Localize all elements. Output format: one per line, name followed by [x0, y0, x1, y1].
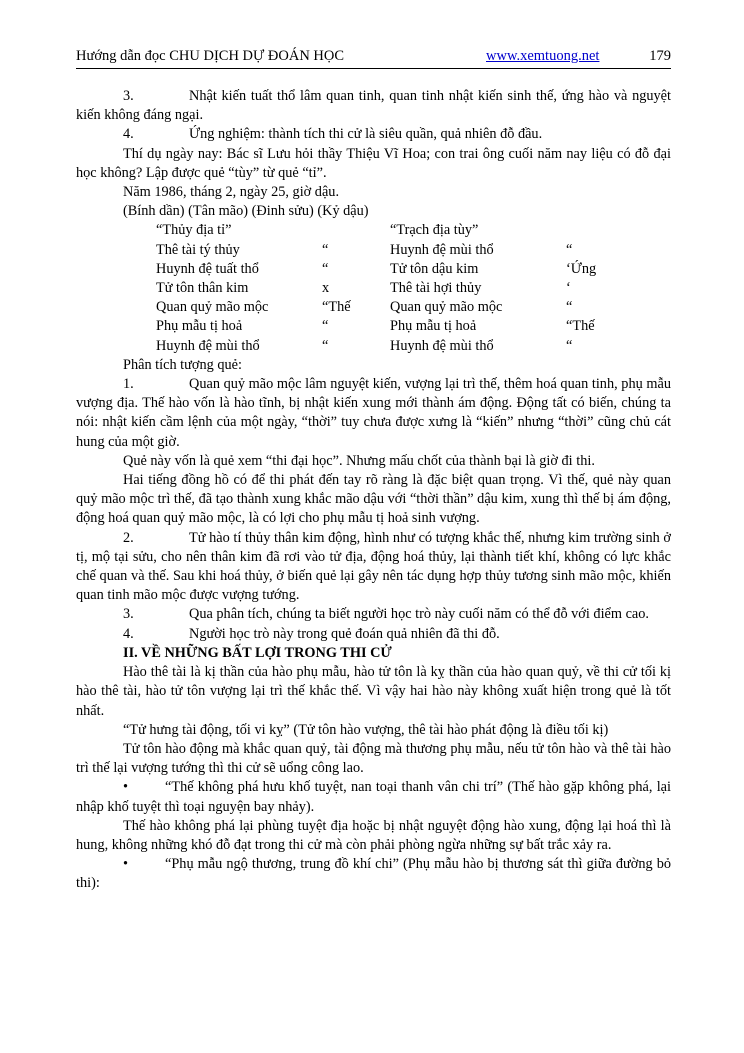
table-row	[156, 221, 626, 240]
page-header	[76, 44, 671, 69]
paragraph: Thế hào không phá lại phùng tuyệt địa hoặc bị nhật nguyệt động hào xung, động lại hoá thì là hung, không những khó đỗ đạt trong thi cử mà còn phải phòng ngừa những sự bất trắc xảy ra.	[76, 817, 671, 853]
paragraph: “Tử hưng tài động, tối vi kỵ” (Tử tôn hào vượng, thê tài hào phát động là điều tối kị)	[123, 721, 609, 738]
table-row: Huynh đệ mùi thổ “ Huynh đệ mùi thổ “	[156, 337, 573, 354]
list-item: 4. Người học trò này trong quẻ đoán quả nhiên đã thi đỗ.	[123, 625, 500, 642]
paragraph: Hào thê tài là kị thần của hào phụ mẫu, hào tử tôn là kỵ thần của hào quan quỷ, về thi cử tối kị hào thê tài, hào tử tôn vượng lại trì thế khắc thế. Vì vậy hai hào này không xuất hiện trong quẻ là tốt nhất.	[76, 664, 671, 719]
list-item: 2. Tử hào tí thủy thân kim động, hình như có tượng khắc thế, nhưng kim trường sinh ở tị, mộ tại sửu, cho nên thân kim đã rơi vào tử địa, động hoá thủy, lại thành tiết khí, không có lực khắc chế quan và thế. Sau khi hoá thủy, ở biến quẻ lại gây nên tác dụng hợp thủy tương sinh mão mộc, khiến quan tinh mão mộc được vượng tướng.	[76, 529, 671, 604]
hexagram-table	[156, 221, 626, 355]
paragraph: Tử tôn hào động mà khắc quan quỷ, tài động mà thương phụ mẫu, nếu tử tôn hào và thê tài hào trì thế lại vượng tướng thì thi cử sẽ uổng công lao.	[76, 740, 671, 777]
section-title: II. VỀ NHỮNG BẤT LỢI TRONG THI CỬ	[123, 644, 392, 661]
page-content	[76, 87, 671, 894]
table-row: Quan quỷ mão mộc “Thế Quan quỷ mão mộc “	[156, 299, 573, 316]
list-item: 1. Quan quỷ mão mộc lâm nguyệt kiến, vượng lại trì thế, thêm hoá quan tinh, phụ mẫu vượng địa. Thế hào vốn là hào tĩnh, bị nhật kiến xung mới thành ám động. Động tất có biến, chúng ta nói: nhật kiến cầm lệnh của một ngày, “thời” tuy chưa được xưng là “kiến” nhưng “thời” cũng chủ cát hung của một giờ.	[76, 376, 671, 450]
list-item: 3. Nhật kiến tuất thổ lâm quan tinh, quan tinh nhật kiến sinh thế, ứng hào và nguyệt kiến không đáng ngại.	[76, 88, 671, 124]
bullet-icon: •	[123, 779, 129, 796]
table-row: Tử tôn thân kim x Thê tài hợi thủy ‘	[156, 280, 571, 297]
bullet-icon: •	[123, 856, 129, 873]
list-item: 3. Qua phân tích, chúng ta biết người học trò này cuối năm có thể đỗ với điểm cao.	[123, 606, 649, 623]
analysis-heading: Phân tích tượng quẻ:	[123, 356, 242, 373]
paragraph: Hai tiếng đồng hồ có để thi phát đến tay rõ ràng là đặc biệt quan trọng. Vì thế, quẻ này quan quỷ mão mộc trì thế, đã tạo thành xung khắc mão dậu với “thời thần” dậu kim, xung thì thế bị ám động, động hoá quan quỷ mão mộc, là có lợi cho phụ mẫu tị hoả sinh vượng.	[76, 472, 671, 527]
table-row: Huynh đệ tuất thổ “ Tử tôn dậu kim ‘Ứng	[156, 260, 597, 277]
table-row: Thê tài tý thủy “ Huynh đệ mùi thổ “	[156, 241, 573, 258]
example-intro: Thí dụ ngày nay: Bác sĩ Lưu hỏi thầy Thiệu Vĩ Hoa; con trai ông cuối năm nay liệu có đỗ đại học không? Lập được quẻ “tùy” từ quẻ “tỉ”.	[76, 145, 671, 181]
example-date: Năm 1986, tháng 2, ngày 25, giờ dậu.	[123, 184, 340, 201]
header-title: Hướng dẫn đọc CHU DỊCH DỰ ĐOÁN HỌC	[76, 48, 345, 64]
bullet-item: • “Thế không phá hưu khố tuyệt, nan toại thanh vân chi trí” (Thế hào gặp không phá, lại nhập khố tuyệt thì toại nguyện bay nhảy).	[76, 779, 671, 815]
page-number: 179	[649, 48, 671, 64]
right-hexagram-title: “Trạch địa tùy”	[390, 222, 479, 239]
left-hexagram-title: “Thủy địa tỉ”	[156, 222, 232, 239]
paragraph: Quẻ này vốn là quẻ xem “thi đại học”. Nhưng mấu chốt của thành bại là giờ đi thi.	[123, 452, 595, 469]
example-stems: (Bính dần) (Tân mão) (Đinh sửu) (Kỷ dậu)	[123, 203, 369, 220]
bullet-item: • “Phụ mẫu ngộ thương, trung đồ khí chi” (Phụ mẫu hào bị thương sát thì giữa đường bỏ thi):	[76, 856, 671, 892]
website-link[interactable]: www.xemtuong.net	[486, 48, 600, 64]
list-item: 4. Ứng nghiệm: thành tích thi cử là siêu quần, quả nhiên đỗ đầu.	[123, 126, 543, 143]
table-row: Phụ mẫu tị hoả “ Phụ mẫu tị hoả “Thế	[156, 318, 595, 335]
